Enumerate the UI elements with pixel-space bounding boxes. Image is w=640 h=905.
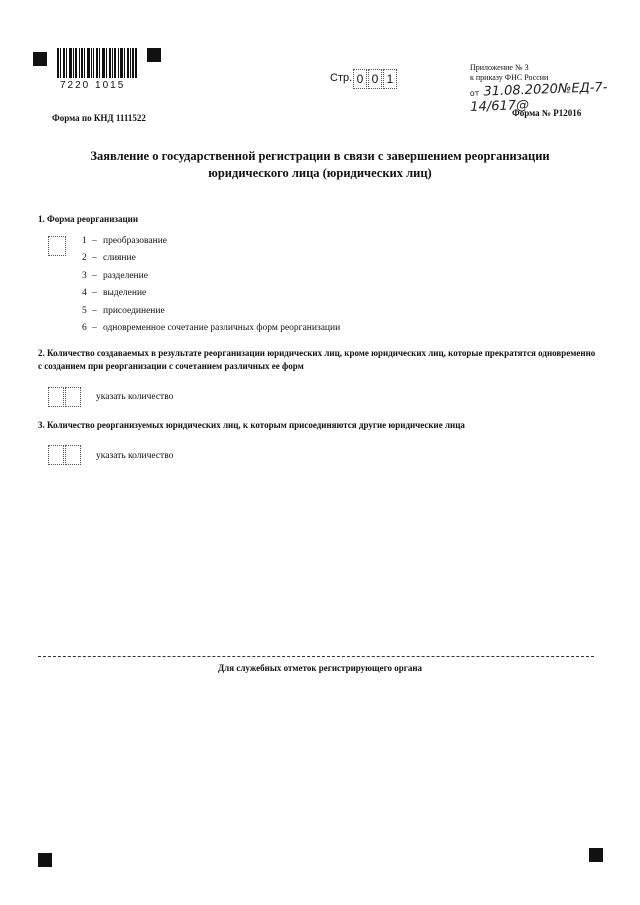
digit-cell[interactable] [65,387,81,407]
list-item: 3 – разделение [82,270,148,281]
section1-heading: 1. Форма реорганизации [38,214,139,224]
form-number: Форма № Р12016 [512,108,582,118]
created-entities-count-input[interactable] [48,387,82,407]
page-number-cells [353,69,398,89]
page-title: Заявление о государственной регистрации в связи с завершением реорганизации юридического лица (юридических лиц) [90,149,550,180]
count-field-label: указать количество [96,392,174,402]
count-field-label: указать количество [96,451,174,461]
page-digit-cell: 0 [353,69,367,89]
registration-marker-bottom-left [38,853,52,867]
digit-cell[interactable] [48,387,64,407]
digit-cell[interactable] [65,445,81,465]
registration-marker-bottom-right [589,848,603,862]
section2-heading: 2. Количество создаваемых в результате реорганизации юридических лиц, кроме юридических лиц, которые прекратятся одновременно с созданием при реорганизации с сочетанием различных ее форм [38,348,596,371]
order-ref: 31.08.2020№ЕД-7-14/617@ [470,80,608,115]
reorganized-entities-count-input[interactable] [48,445,82,465]
reorganization-options-list [82,233,340,337]
page-label: Стр. [330,72,353,84]
order-prefix: от [469,88,480,98]
form-knd-code: Форма по КНД 1111522 [52,113,146,123]
registration-marker-top-right [147,48,161,62]
digit-cell[interactable] [48,445,64,465]
cut-line-divider [38,656,594,657]
page-digit-cell: 1 [383,69,397,89]
reorganization-form-input[interactable] [48,236,66,256]
barcode-digits: 7220 1015 [60,80,126,91]
list-item: 1 – преобразование [82,236,168,246]
section3-heading: 3. Количество реорганизуемых юридических лиц, к которым присоединяются другие юридические лица [38,420,465,430]
list-item: 5 – присоединение [82,305,165,316]
appendix-line: Приложение № 3 [470,63,529,72]
list-item: 6 – одновременное сочетание различных форм реорганизации [82,322,341,333]
service-note: Для служебных отметок регистрирующего органа [217,663,423,673]
list-item: 2 – слияние [82,253,136,264]
page-digit-cell: 0 [368,69,382,89]
appendix-line: к приказу ФНС России [470,73,549,82]
list-item: 4 – выделение [82,288,147,299]
registration-marker-top-left [33,52,47,66]
barcode-image [57,48,137,78]
appendix-note [470,63,548,83]
